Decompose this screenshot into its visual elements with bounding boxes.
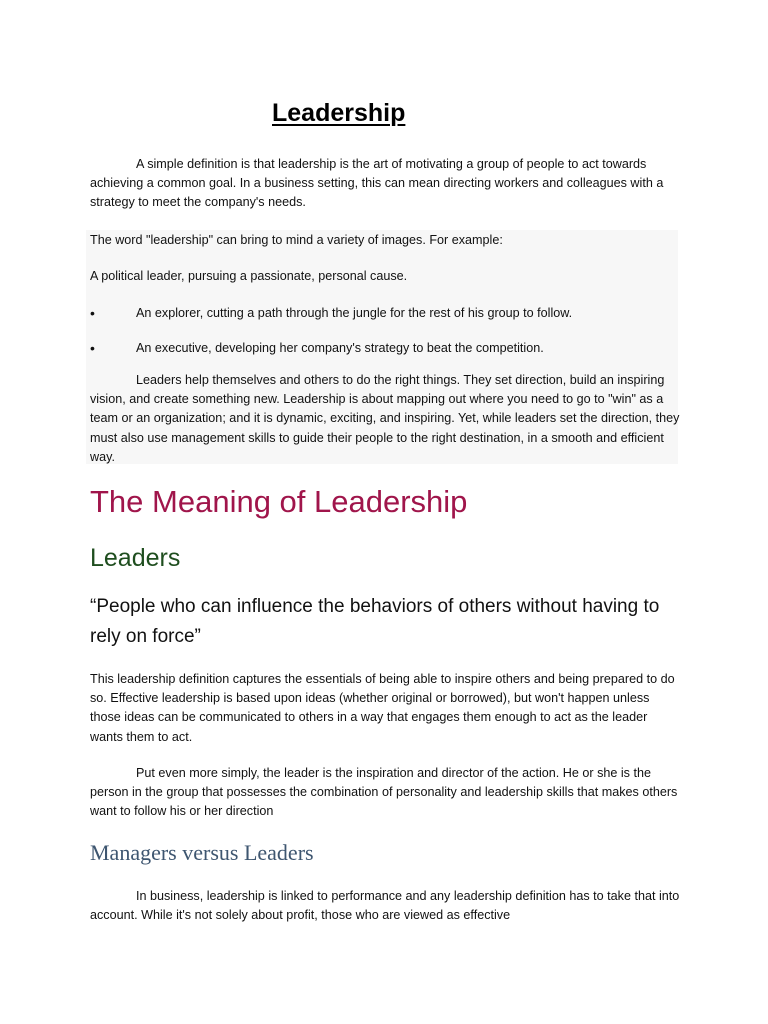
bullet-text: An explorer, cutting a path through the jungle for the rest of his group to follow.: [136, 306, 573, 320]
subheading-leaders: Leaders: [90, 544, 181, 572]
document-title: Leadership: [272, 99, 406, 127]
inspiration-paragraph: Put even more simply, the leader is the inspiration and director of the action. He or she is the person in the group that possesses the combination of personality and leadership skills that makes others want to follow his or her direction: [90, 766, 678, 819]
definition-paragraph: This leadership definition captures the essentials of being able to inspire others and being prepared to do so. Effective leadership is based upon ideas (whether original or borrowed), but won't happen unless those ideas can be communicated to others in a way that engages them enough to act as the leader wants them to act.: [90, 672, 675, 744]
leadership-quote: “People who can influence the behaviors of others without having to rely on force”: [90, 596, 660, 647]
leaders-help-paragraph: Leaders help themselves and others to do the right things. They set direction, build an inspiring vision, and create something new. Leadership is about mapping out where you need to go to "win" as a team or an organization; and it is dynamic, exciting, and inspiring. Yet, while leaders set the direction, they must also use management skills to guide their people to the right destination, in a smooth and efficient way.: [90, 373, 680, 464]
performance-paragraph: In business, leadership is linked to performance and any leadership definition has to take that into account. While it's not solely about profit, those who are viewed as effective: [90, 889, 680, 923]
bullet-icon: •: [90, 340, 95, 356]
example-political-leader: A political leader, pursuing a passionate, personal cause.: [90, 269, 408, 283]
bullet-text: An executive, developing her company's strategy to beat the competition.: [136, 341, 544, 355]
section-heading-managers-vs-leaders: Managers versus Leaders: [90, 840, 314, 865]
intro-paragraph: A simple definition is that leadership is the art of motivating a group of people to act towards achieving a common goal. In a business setting, this can mean directing workers and colleagues with a strategy to meet the company's needs.: [90, 157, 664, 210]
example-lead-line: The word "leadership" can bring to mind a variety of images. For example:: [90, 233, 503, 247]
bullet-icon: •: [90, 305, 95, 321]
section-heading-meaning: The Meaning of Leadership: [90, 484, 468, 519]
